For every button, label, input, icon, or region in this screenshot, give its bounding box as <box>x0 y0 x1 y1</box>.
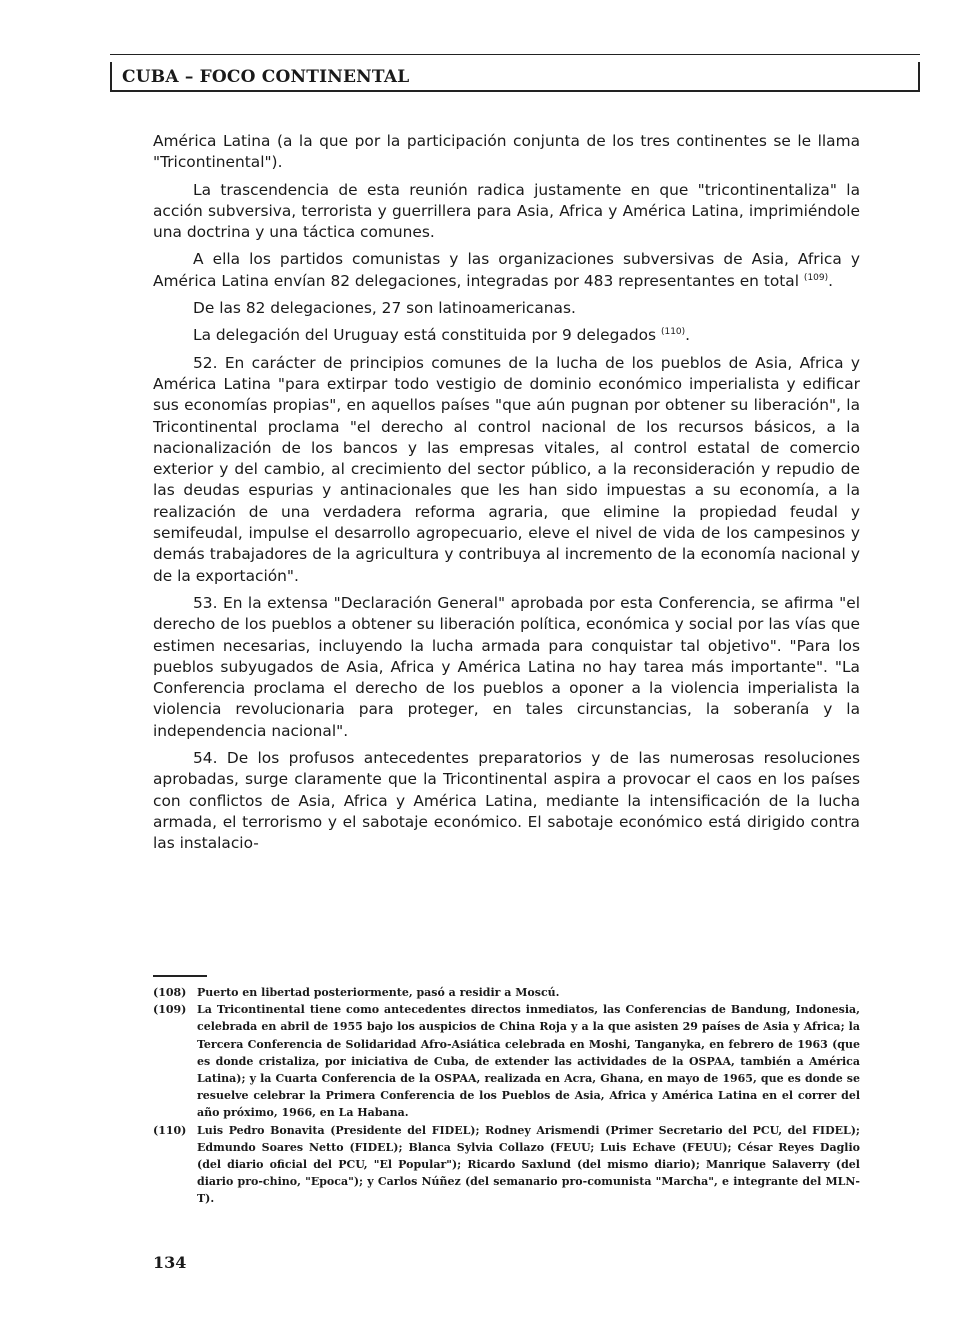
footnote-number: (109) <box>153 1003 187 1017</box>
paragraph-53: 53. En la extensa "Declaración General" aprobada por esta Conferencia, se afirma "el derecho de los pueblos a obtener su liberación política, económica y social por las vías que estimen necesarias, incluyendo la lucha armada para conquistar tal objetivo". "Para los pueblos subyugados de Asia, Africa y América Latina no hay tarea más importante". "La Conferencia proclama el derecho de los pueblos a oponer a la violencia imperialista la violencia revolucionaria para proteger, en tales circunstancias, la soberanía y la independencia nacional". <box>153 593 860 740</box>
paragraph: La delegación del Uruguay está constituida por 9 delegados $^{(110)}$. <box>193 326 691 345</box>
footnote-separator <box>153 975 207 977</box>
footnote-number: (108) <box>153 986 187 999</box>
footnote-110 <box>153 1122 860 1208</box>
footnote-108 <box>153 984 860 1001</box>
footnote-text: La Tricontinental tiene como antecedentes directos inmediatos, las Conferencias de Bandung, Indonesia, celebrada en abril de 1955 bajo los auspicios de China Roja y a la que asisten 29 países de Asia y Africa; la Tercera Conferencia de Solidaridad Afro-Asiática celebrada en Moshi, Tanganyka, en febrero de 1963 (que es donde cristaliza, por iniciativa de Cuba, de extender las actividades de la OSPAA, también a América Latina); y la Cuarta Conferencia de la OSPAA, realizada en Acra, Ghana, en mayo de 1965, que es donde se resuelve celebrar la Primera Conferencia de los Pueblos de Asia, Africa y América Latina en el correr del año próximo, 1966, en La Habana. <box>197 1003 860 1120</box>
header-top-rule <box>110 54 920 55</box>
running-header-title: CUBA – FOCO CONTINENTAL <box>122 67 410 87</box>
footnote-ref: (110) <box>660 327 686 338</box>
paragraph: A ella los partidos comunistas y las organizaciones subversivas de Asia, Africa y América Latina envían 82 delegaciones, integradas por 483 representantes en total $^{(109)}$. <box>153 250 860 290</box>
footnote-ref: (109) <box>803 272 829 283</box>
paragraph-54: 54. De los profusos antecedentes preparatorios y de las numerosas resoluciones aprobadas, surge claramente que la Tricontinental aspira a provocar el caos en los países con conflictos de Asia, Africa y América Latina, mediante la intensificación de la lucha armada, el terrorismo y el sabotaje económico. El sabotaje económico está dirigido contra las instalacio- <box>153 749 860 853</box>
paragraph: La trascendencia de esta reunión radica justamente en que "tricontinentaliza" la acción subversiva, terrorista y guerrillera para Asia, Africa y América Latina, imprimiéndole una doctrina y una táctica comunes. <box>153 180 860 242</box>
footnote-text: Luis Pedro Bonavita (Presidente del FIDEL); Rodney Arismendi (Primer Secretario del PCU, del FIDEL); Edmundo Soares Netto (FIDEL); Blanca Sylvia Collazo (FEUU; Luis Echave (FEUU); César Reyes Daglio (del diario oficial del PCU, "El Popular"); Ricardo Saxlund (del mismo diario); Manrique Salaverry (del diario pro-chino, "Epoca"); y Carlos Núñez (del semanario pro-comunista "Marcha", e integrante del MLN-T). <box>197 1123 860 1206</box>
footnote-number: (110) <box>153 1123 187 1137</box>
paragraph: De las 82 delegaciones, 27 son latinoamericanas. <box>193 299 576 318</box>
paragraph-52: 52. En carácter de principios comunes de la lucha de los pueblos de Asia, Africa y América Latina "para extirpar todo vestigio de dominio económico imperialista y edificar sus economías propias", en aquellos países "que aún pugnan por obtener su liberación", la Tricontinental proclama "el derecho al control nacional de los recursos básicos, a la nacionalización de los bancos y las empresas vitales, al control estatal de comercio exterior y del cambio, al crecimiento del sector público, a la reconsideración y repudio de las deudas espurias y antinacionales que les han sido impuestas a su economía, a la realización de una verdadera reforma agraria, que elimine la propiedad feudal y semifeudal, impulse el desarrollo agropecuario, eleve el nivel de vida de los campesinos y demás trabajadores de la agricultura y contribuya al incremento de la economía nacional y de la exportación". <box>153 353 860 585</box>
paragraph: América Latina (a la que por la participación conjunta de los tres continentes se le llama "Tricontinental"). <box>153 132 860 172</box>
body-text <box>153 131 860 855</box>
footnotes <box>153 984 860 1208</box>
page-number: 134 <box>153 1253 187 1272</box>
running-header <box>110 62 920 92</box>
footnote-109 <box>153 1001 860 1121</box>
footnote-text: Puerto en libertad posteriormente, pasó a residir a Moscú. <box>197 986 560 999</box>
